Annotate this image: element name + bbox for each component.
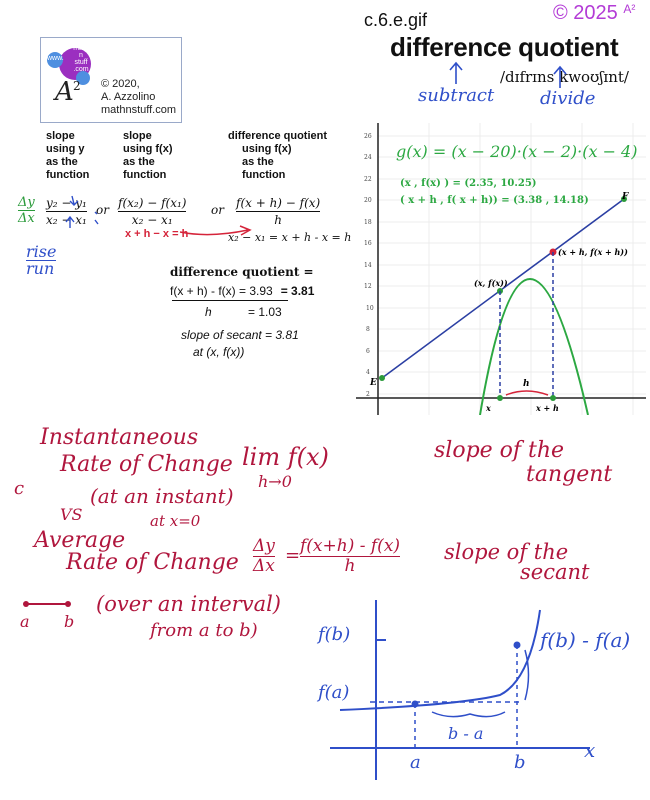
arrow-divide-icon (554, 67, 566, 88)
calc-heading: difference quotient = (170, 265, 314, 279)
graph-point2: ( x + h , f( x + h)) = (3.38 , 14.18) (400, 195, 589, 206)
instant-rate: Rate of Change (60, 452, 233, 477)
svg-text:12: 12 (364, 283, 372, 290)
col-head-2: slope using f(x) as the function (123, 130, 173, 181)
calc-secant: slope of secant = 3.81 (181, 328, 299, 342)
red-note-h: x + h − x = h (125, 228, 189, 240)
pronunciation: /dɪfrɪns kwoʊʃɪnt/ (500, 68, 629, 86)
at-x0: at x=0 (150, 512, 201, 530)
interval-a: a (20, 612, 30, 631)
sketch-diff: f(b) - f(a) (540, 628, 631, 652)
label-h: h (523, 379, 530, 389)
or-1: or (96, 203, 109, 217)
svg-text:8: 8 (366, 326, 370, 333)
svg-text:26: 26 (364, 133, 372, 140)
svg-text:14: 14 (364, 262, 372, 269)
a2-badge: A² (623, 2, 636, 16)
page-title: difference quotient (390, 32, 619, 62)
sketch-ba: b - a (448, 724, 484, 743)
logo (40, 37, 182, 123)
label-xh-fxh: (x + h, f(x + h)) (558, 247, 628, 257)
c-mark: c (14, 478, 25, 499)
or-2: or (211, 203, 224, 217)
svg-text:20: 20 (364, 197, 372, 204)
svg-text:22: 22 (364, 176, 372, 183)
svg-text:A: A (55, 77, 74, 107)
formula-slope-y: y₂ − y₁ x₂ − x₁ (46, 196, 87, 227)
sketch-fa: f(a) (318, 682, 350, 703)
sketch-x: x (584, 738, 596, 762)
col-head-3: difference quotient using f(x) as the function (228, 130, 328, 181)
year-text: © 2025 (553, 2, 618, 24)
red-note-x2x1: x₂ − x₁ = x + h - x = h (228, 231, 352, 244)
formula-diff-quotient: f(x + h) − f(x) h (236, 196, 321, 227)
filename: c.6.e.gif (364, 10, 428, 30)
lim-expression: lim f(x) (242, 443, 329, 471)
graph-equation: g(x) = (x − 20)·(x − 2)·(x − 4) (396, 142, 638, 161)
label-F: F (622, 192, 629, 202)
sketch-brace-ba (432, 712, 505, 717)
sketch-curve (340, 610, 540, 710)
svg-text:6: 6 (366, 348, 370, 355)
instant-title: Instantaneous (40, 425, 199, 450)
calc-at: at (x, f(x)) (193, 345, 245, 359)
interval-note: (over an interval) (96, 592, 282, 616)
col-head-1: slope using y as the function (46, 130, 90, 181)
logo-www: www. (47, 55, 64, 62)
average-title: Average (34, 528, 126, 553)
slope-secant-1: slope of the (444, 540, 569, 564)
note-divide: divide (540, 88, 596, 109)
formula-annotations (0, 180, 350, 250)
avg-eq: = (285, 545, 301, 566)
vs: VS (60, 505, 83, 524)
red-arrow-icon (180, 230, 248, 235)
svg-text:24: 24 (364, 154, 372, 161)
interval-mark (0, 590, 110, 630)
svg-text:2: 2 (73, 79, 81, 93)
note-subtract: subtract (418, 85, 495, 106)
avg-fraction: f(x+h) - f(x) h (300, 536, 401, 576)
calc-den-value: = 1.03 (248, 305, 282, 319)
instant-note: (at an instant) (90, 484, 234, 508)
slope-tangent-2: tangent (526, 462, 613, 487)
slope-tangent-1: slope of the (434, 438, 565, 463)
logo-credits: © 2020, A. Azzolino mathnstuff.com (101, 78, 176, 116)
point-E (379, 375, 385, 381)
svg-text:18: 18 (364, 219, 372, 226)
sketch-a: a (410, 752, 421, 773)
graph-point1: (x , f(x) ) = (2.35, 10.25) (400, 178, 537, 189)
svg-text:16: 16 (364, 240, 372, 247)
formula-slope-fx: f(x₂) − f(x₁) x₂ − x₁ (118, 196, 187, 227)
calc-fraction-bar (172, 300, 288, 301)
label-xh: x + h (536, 403, 559, 413)
label-E: E (370, 378, 377, 388)
average-rate: Rate of Change (66, 550, 239, 575)
calc-den-h: h (205, 305, 212, 319)
svg-text:10: 10 (366, 305, 374, 312)
calc-numerator: f(x + h) - f(x) = 3.93 = 3.81 (170, 284, 315, 298)
function-graph (356, 123, 646, 415)
slope-secant-2: secant (520, 560, 590, 584)
dydx-fraction: Δy Δx (18, 195, 35, 226)
rise-over-run: rise run (26, 242, 57, 278)
avg-dydx: Δy Δx (253, 536, 275, 576)
label-x-fx: (x, f(x)) (474, 278, 508, 288)
interval-from: from a to b) (150, 620, 258, 641)
svg-text:4: 4 (366, 369, 370, 376)
sketch-fb: f(b) (318, 624, 351, 645)
label-x: x (486, 403, 491, 413)
svg-text:2: 2 (366, 391, 370, 398)
lim-subscript: h→0 (258, 472, 292, 491)
sketch-b: b (514, 752, 526, 773)
interval-b: b (64, 612, 75, 631)
arrow-subtract-icon (450, 63, 462, 84)
logo-bubble-text: math n stuff .com (73, 45, 89, 73)
